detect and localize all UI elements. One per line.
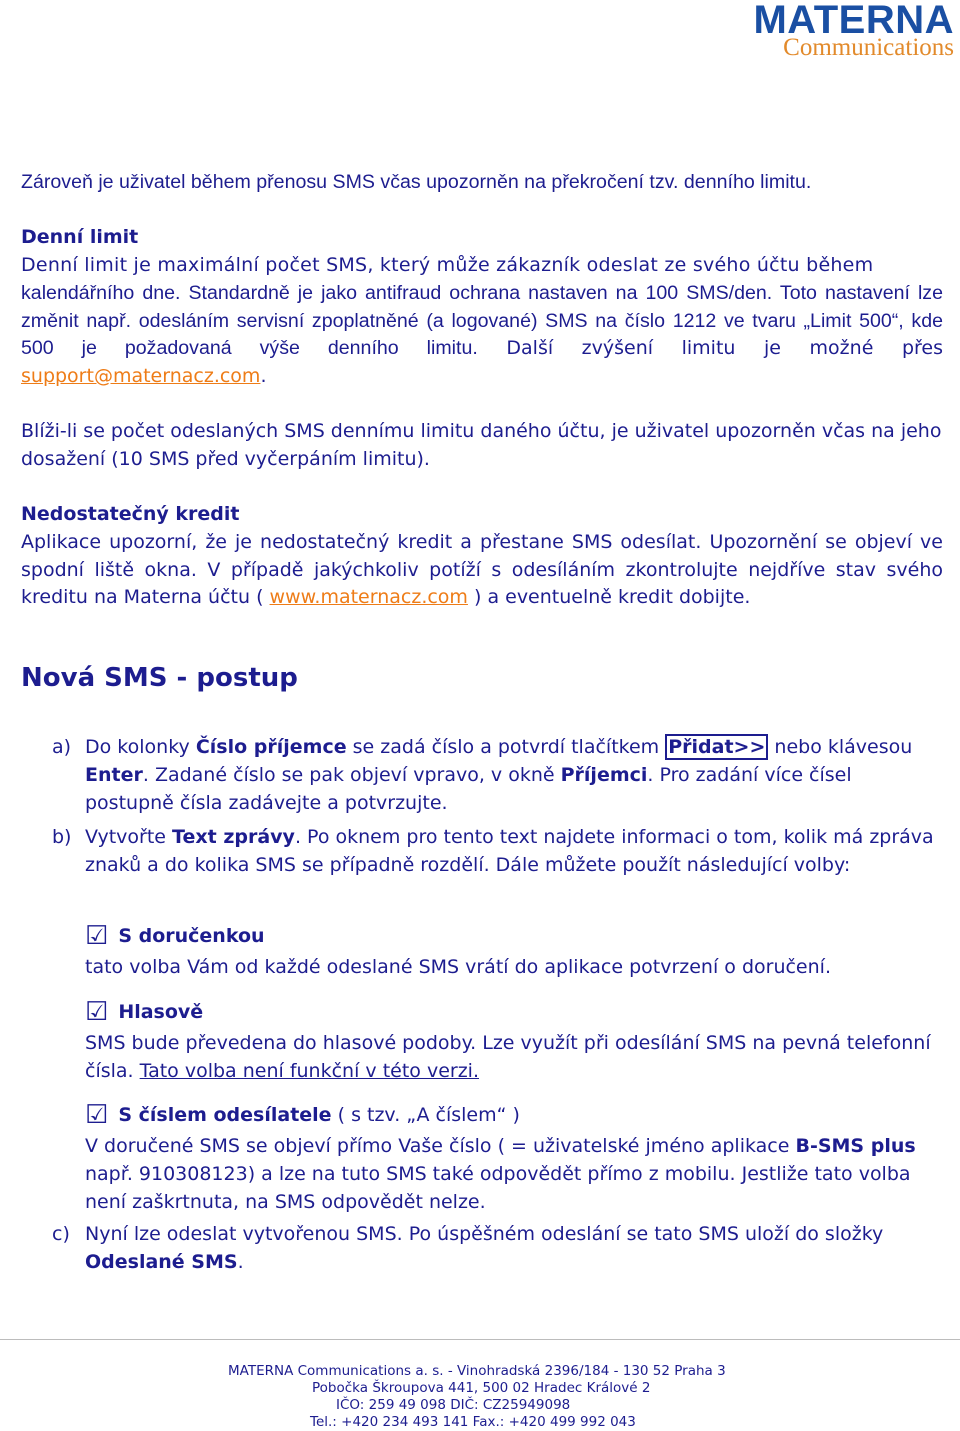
- option-voice: [85, 998, 945, 1085]
- footer: [228, 1363, 788, 1431]
- checkbox-checked-icon: ☑: [85, 1100, 109, 1130]
- footer-divider: [0, 1339, 960, 1340]
- step-label: b): [52, 826, 72, 848]
- logo-wordmark: MATERNA: [753, 0, 954, 42]
- option-title: Hlasově: [118, 1001, 204, 1023]
- daily-limit-text: kalendářního dne. Standardně je jako antifraud ochrana nastaven na 100 SMS/den. Toto nastavení lze změnit např. odesláním servisní zpoplatněné (a logované) SMS na číslo 1212 ve tvaru „Limit 500“, kde 500 je požadovaná výše denního limitu.: [21, 282, 943, 360]
- footer-company-line: MATERNA Communications a. s. - Vinohradská 2396/184 - 130 52 Praha 3: [228, 1363, 726, 1379]
- step-text: se zadá číslo a potvrdí tlačítkem: [346, 736, 666, 758]
- sent-folder-name: Odeslané SMS: [85, 1251, 238, 1273]
- footer-ids-line: IČO: 259 49 098 DIČ: CZ25949098: [336, 1397, 571, 1413]
- step-b: [52, 823, 945, 879]
- credit-text-end: ) a eventuelně kredit dobijte.: [467, 586, 751, 609]
- step-text: . Pro zadání více čísel postupně čísla zadávejte a potvrzujte.: [85, 764, 852, 814]
- step-text: Nyní lze odeslat vytvořenou SMS. Po úspěšném odeslání se tato SMS uloží do složky: [85, 1223, 884, 1245]
- logo-subtitle: Communications: [783, 34, 954, 61]
- daily-limit-line-1: Denní limit je maximální počet SMS, který může zákazník odeslat ze svého účtu během: [21, 254, 874, 276]
- message-text-field-name: Text zprávy: [172, 826, 295, 848]
- recipient-field-name: Číslo příjemce: [195, 736, 347, 758]
- link-prefix: www.: [269, 586, 321, 609]
- step-c: [52, 1220, 945, 1276]
- app-name: B-SMS plus: [795, 1135, 916, 1157]
- enter-key-label: Enter: [85, 764, 143, 786]
- checkbox-checked-icon: ☑: [85, 997, 109, 1027]
- credit-paragraph: [21, 529, 943, 612]
- option-title: S číslem odesílatele: [118, 1104, 332, 1126]
- daily-limit-extra: Další zvýšení limitu je možné přes: [477, 337, 943, 360]
- daily-limit-paragraph: [21, 280, 943, 391]
- credit-heading: Nedostatečný kredit: [21, 503, 240, 525]
- credit-text: Aplikace upozorní, že je nedostatečný kredit a přestane SMS odesílat. Upozornění se objeví ve spodní liště okna. V případě jakýchkoliv potíží s odesíláním zkontrolujte nejdříve stav svého kreditu na Materna účtu (: [21, 531, 943, 609]
- checkbox-checked-icon: ☑: [85, 921, 109, 951]
- link-domain: maternacz.com: [320, 586, 468, 609]
- step-a: [52, 733, 945, 817]
- step-text: nebo klávesou: [768, 736, 913, 758]
- option-description: např. 910308123) a lze na tuto SMS také odpovědět přímo z mobilu. Jestliže tato volba není zaškrtnuta, na SMS odpovědět nelze.: [85, 1163, 911, 1213]
- daily-limit-end: .: [260, 365, 267, 388]
- section-title: Nová SMS - postup: [21, 663, 298, 693]
- step-text: . Po oknem pro tento text najdete informaci o tom, kolik má zpráva znaků a do kolika SMS se případně rozdělí. Dále můžete použít následující volby:: [85, 826, 934, 876]
- step-label: a): [52, 736, 72, 758]
- step-text: Do kolonky: [85, 736, 196, 758]
- step-text: Vytvořte: [85, 826, 173, 848]
- step-text: . Zadané číslo se pak objeví vpravo, v okně: [142, 764, 561, 786]
- option-title: S doručenkou: [118, 925, 265, 947]
- option-description: tato volba Vám od každé odeslané SMS vrátí do aplikace potvrzení o doručení.: [85, 956, 831, 978]
- materna-website-link[interactable]: [270, 586, 468, 608]
- add-button-label: Přidat>>: [665, 734, 768, 760]
- option-note: Tato volba není funkční v této verzi.: [139, 1060, 479, 1082]
- limit-warning-paragraph: Blíži-li se počet odeslaných SMS dennímu limitu daného účtu, je uživatel upozorněn včas na jeho dosažení (10 SMS před vyčerpáním limitu).: [21, 420, 942, 470]
- option-description: SMS bude převedena do hlasové podoby. Lze využít při odesílání SMS na pevná telefonní čísla.: [85, 1032, 931, 1082]
- step-text: .: [237, 1251, 244, 1273]
- daily-limit-heading: Denní limit: [21, 226, 139, 248]
- support-email-link[interactable]: support@maternacz.com: [21, 365, 261, 388]
- option-sender-number: [85, 1101, 945, 1216]
- materna-logo: [753, 0, 954, 61]
- intro-paragraph: Zároveň je uživatel během přenosu SMS včas upozorněn na překročení tzv. denního limitu.: [21, 171, 812, 193]
- recipients-window-name: Příjemci: [560, 764, 648, 786]
- option-delivery-receipt: [85, 922, 945, 981]
- option-title-suffix: ( s tzv. „A číslem“ ): [331, 1104, 520, 1126]
- step-label: c): [52, 1223, 70, 1245]
- footer-contact-line: Tel.: +420 234 493 141 Fax.: +420 499 992 043: [310, 1414, 636, 1430]
- footer-branch-line: Pobočka Škroupova 441, 500 02 Hradec Králové 2: [312, 1380, 651, 1396]
- option-description: V doručené SMS se objeví přímo Vaše číslo ( = uživatelské jméno aplikace: [85, 1135, 796, 1157]
